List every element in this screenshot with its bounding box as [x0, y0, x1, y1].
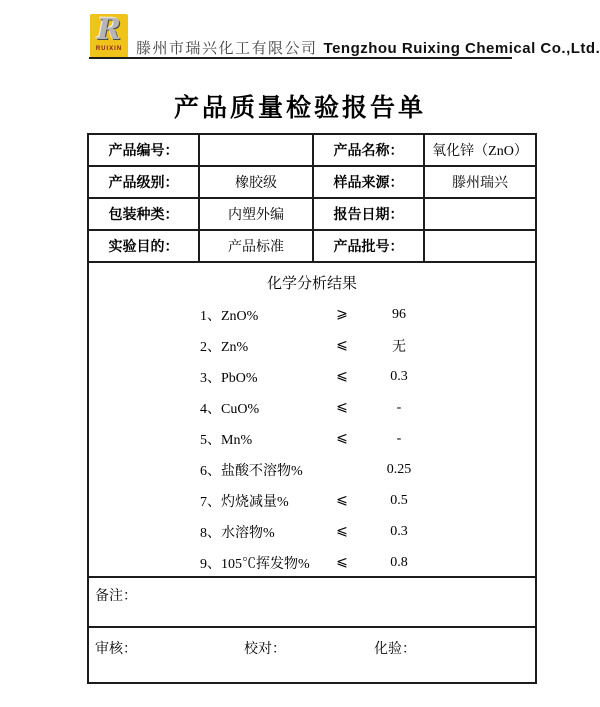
analysis-item	[89, 485, 535, 516]
analysis-items	[89, 299, 535, 578]
analysis-item-value: 96	[392, 306, 406, 322]
analysis-item	[89, 423, 535, 454]
analysis-item-value: -	[396, 430, 402, 446]
test-purpose-label: 实验目的：	[89, 231, 200, 261]
logo-r-glyph: R	[96, 12, 122, 46]
product-name-label: 产品名称：	[314, 135, 425, 165]
signature-row	[89, 628, 535, 682]
analysis-item	[89, 516, 535, 547]
analysis-item-symbol: ⩽	[336, 369, 348, 384]
analysis-item-label: 9、105℃挥发物%	[200, 556, 310, 572]
analysis-item	[89, 392, 535, 423]
analysis-item	[89, 547, 535, 578]
logo-brand-text: RUIXIN	[95, 46, 123, 52]
company-name-line	[136, 37, 600, 58]
analysis-item-label: 6、盐酸不溶物%	[200, 463, 303, 479]
analysis-item-symbol: ⩽	[336, 400, 348, 415]
analysis-item	[89, 361, 535, 392]
audit-label: 审核：	[95, 642, 137, 657]
test-purpose-value: 产品标准	[200, 231, 314, 261]
product-grade-value: 橡胶级	[200, 167, 314, 197]
assay-label: 化验：	[374, 642, 416, 657]
company-name-english: Tengzhou Ruixing Chemical Co.,Ltd.	[323, 40, 600, 57]
analysis-item-label: 8、水溶物%	[200, 525, 275, 541]
analysis-item	[89, 454, 535, 485]
remark-row	[89, 578, 535, 628]
company-name-chinese: 滕州市瑞兴化工有限公司	[136, 41, 318, 57]
analysis-item-label: 1、ZnO%	[200, 308, 259, 324]
batch-no-label: 产品批号：	[314, 231, 425, 261]
proofread-label: 校对：	[244, 642, 286, 657]
sample-source-label: 样品来源：	[314, 167, 425, 197]
analysis-item-symbol: ⩽	[336, 555, 348, 570]
report-date-value	[425, 199, 535, 229]
analysis-item-label: 3、PbO%	[200, 370, 258, 386]
package-type-label: 包装种类：	[89, 199, 200, 229]
page-title: 产品质量检验报告单	[173, 94, 426, 122]
analysis-item-symbol: ⩽	[336, 338, 348, 353]
analysis-item	[89, 330, 535, 361]
analysis-item-value: 0.3	[390, 523, 408, 539]
batch-no-value	[425, 231, 535, 261]
product-name-value: 氧化锌（ZnO）	[432, 144, 528, 159]
report-date-label: 报告日期：	[314, 199, 425, 229]
analysis-item-symbol: ⩽	[336, 431, 348, 446]
analysis-item-value: 0.8	[390, 554, 408, 570]
analysis-item-symbol: ⩽	[336, 493, 348, 508]
table-row	[89, 231, 535, 263]
analysis-item-value: 0.5	[390, 492, 408, 508]
company-logo	[90, 14, 128, 58]
analysis-item-value: 无	[392, 339, 406, 355]
analysis-item-symbol: ⩾	[336, 307, 348, 322]
chemical-analysis-section	[89, 263, 535, 578]
analysis-item-value: 0.3	[390, 368, 408, 384]
product-grade-label: 产品级别：	[89, 167, 200, 197]
analysis-item-label: 7、灼烧减量%	[200, 494, 289, 510]
analysis-item-label: 2、Zn%	[200, 339, 249, 355]
product-no-value	[200, 135, 314, 165]
table-row	[89, 135, 535, 167]
package-type-value: 内塑外编	[200, 199, 314, 229]
header-divider	[89, 57, 512, 59]
product-no-label: 产品编号：	[89, 135, 200, 165]
sample-source-value: 滕州瑞兴	[452, 176, 508, 191]
analysis-item-value: -	[396, 399, 402, 415]
analysis-item-value: 0.25	[386, 461, 412, 477]
analysis-item-label: 4、CuO%	[200, 401, 260, 417]
table-row	[89, 199, 535, 231]
analysis-item	[89, 299, 535, 330]
analysis-section-title: 化学分析结果	[266, 276, 357, 292]
analysis-item-label: 5、Mn%	[200, 432, 253, 448]
table-row	[89, 167, 535, 199]
analysis-item-symbol: ⩽	[336, 524, 348, 539]
report-table	[87, 133, 537, 684]
remark-label: 备注：	[95, 589, 137, 604]
